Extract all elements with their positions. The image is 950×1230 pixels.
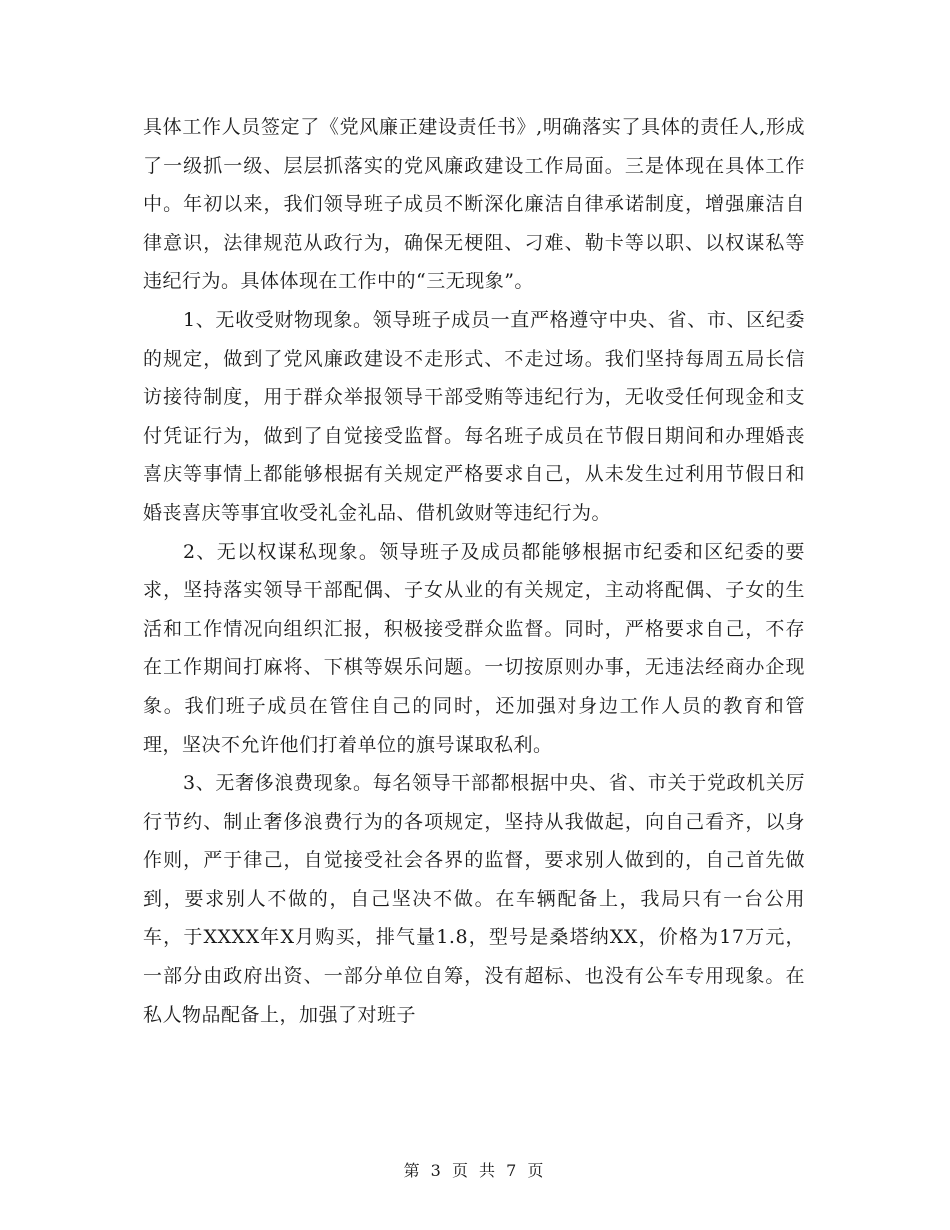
paragraph-no-bribery: 1、无收受财物现象。领导班子成员一直严格遵守中央、省、市、区纪委的规定，做到了党风廉政建设不走形式、不走过场。我们坚持每周五局长信访接待制度，用于群众举报领导干部受贿等违纪行为，无收受任何现金和支付凭证行为，做到了自觉接受监督。每名班子成员在节假日期间和办理婚丧喜庆等事情上都能够根据有关规定严格要求自己，从未发生过利用节假日和婚丧喜庆等事宜收受礼金礼品、借机敛财等违纪行为。 bbox=[143, 308, 805, 524]
paragraph-continuation: 具体工作人员签定了《党风廉正建设责任书》,明确落实了具体的责任人,形成了一级抓一级、层层抓落实的党风廉政建设工作局面。三是体现在具体工作中。年初以来，我们领导班子成员不断深化廉洁自律承诺制度，增强廉洁自律意识，法律规范从政行为，确保无梗阻、刁难、勒卡等以职、以权谋私等违纪行为。具体体现在工作中的“三无现象”。 bbox=[143, 116, 805, 293]
page-footer: 第 3 页 共 7 页 bbox=[403, 1161, 547, 1180]
paragraph-no-extravagance: 3、无奢侈浪费现象。每名领导干部都根据中央、省、市关于党政机关厉行节约、制止奢侈浪费行为的各项规定，坚持从我做起，向自己看齐，以身作则，严于律己，自觉接受社会各界的监督，要求别人做到的，自己首先做到，要求别人不做的，自己坚决不做。在车辆配备上，我局只有一台公用车，于XXXX年X月购买，排气量1.8，型号是桑塔纳XX，价格为17万元，一部分由政府出资、一部分单位自筹，没有超标、也没有公车专用现象。在私人物品配备上，加强了对班子 bbox=[143, 772, 805, 1026]
paragraph-no-abuse-of-power: 2、无以权谋私现象。领导班子及成员都能够根据市纪委和区纪委的要求，坚持落实领导干部配偶、子女从业的有关规定，主动将配偶、子女的生活和工作情况向组织汇报，积极接受群众监督。同时，严格要求自己，不存在工作期间打麻将、下棋等娱乐问题。一切按原则办事，无违法经商办企现象。我们班子成员在管住自己的同时，还加强对身边工作人员的教育和管理，坚决不允许他们打着单位的旗号谋取私利。 bbox=[143, 540, 805, 756]
body-text bbox=[143, 108, 805, 1034]
